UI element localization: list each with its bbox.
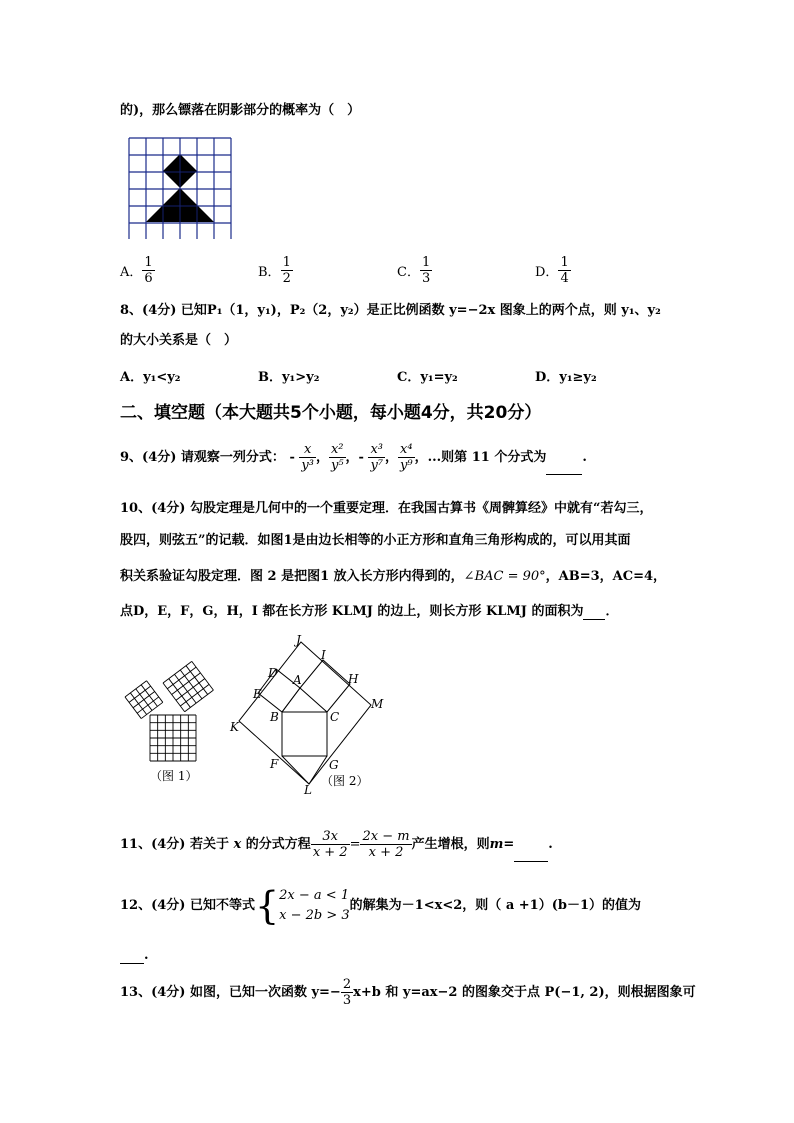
label-d: D [268,666,278,680]
q8-question-line2: 的大小关系是（ ） [120,333,238,348]
label-i: I [321,648,326,662]
q7-question-tail: 的)，那么镖落在阴影部分的概率为（ ） [120,103,361,118]
inequality-system: 2x − a < 1 x − 2b > 3 [279,887,350,923]
square-bc [282,712,327,756]
grid-line [141,702,163,718]
q10-figure-1 [120,655,220,790]
q11-question: 11、(4分) 若关于 x 的分式方程 $\frac{3x}{x + 2}$ = $\frac{2x - m}{x + 2}$ 产生增根，则m= . [120,829,553,860]
q8-option-d[interactable]: D．y₁≥y₂ [535,370,597,385]
square-ac [300,660,350,712]
grid-line [125,681,147,697]
label-k: K [230,720,239,734]
q13-question: 13、(4分) 如图，已知一次函数 y=− $\frac{2}{3}$ x+b 和 y=ax−2 的图象交于点 P(−1, 2)，则根据图象可 [120,977,696,1008]
q12-answer-blank[interactable] [120,951,144,964]
q9-fraction-1: $\frac{x}{\text{y³}}$ [301,442,314,473]
label-f: F [270,757,279,771]
label-e: E [253,687,262,701]
q7-option-d[interactable]: D． $\frac{1}{4}$ [535,255,569,286]
figure-1-caption: （图 1） [150,769,198,783]
q9-fraction-4: $\frac{\text{x⁴}}{\text{y⁹}}$ [400,442,413,473]
q10-line4: 点D，E，F，G，H，I 都在长方形 KLMJ 的边上，则长方形 KLMJ 的面积为 ． [120,604,619,619]
q9-question: 9、(4分) 请观察一列分式： - $\frac{x}{\text{y³}}$ ， $\frac{\text{x²}}{\text{y⁵}}$ ，- $\frac{\text{x³}}{\text{y⁷}}$ ， $\frac{\text{x⁴}}{\text{y⁹}}$ ，...则第 11 个分式为 . [120,442,587,473]
q7-option-b[interactable]: B． $\frac{1}{2}$ [258,255,291,286]
q12-answer-line: . [120,948,149,964]
q10-figure-2 [228,632,388,794]
q9-answer-blank[interactable] [546,462,582,475]
q12-question: 12、(4分) 已知不等式{ 2x − a < 1 x − 2b > 3 的解集为－1<x<2，则（ a +1）(b－1）的值为 [120,883,641,928]
q7-option-c[interactable]: C． $\frac{1}{3}$ [397,255,431,286]
rectangle-klmj [239,642,371,784]
system-brace: { [254,883,280,928]
q8-question-line1: 8、(4分) 已知P₁（1，y₁)，P₂（2，y₂）是正比例函数 y=−2x 图象上的两个点，则 y₁、y₂ [120,303,661,318]
q10-line1: 10、(4分) 勾股定理是几何中的一个重要定理．在我国古算书《周髀算经》中就有“若勾三， [120,501,653,516]
label-j: J [296,633,301,647]
label-g: G [329,758,339,772]
q10-line2: 股四，则弦五”的记载．如图1是由边长相等的小正方形和直角三角形构成的，可以用其面 [120,533,631,548]
q9-fraction-3: $\frac{\text{x³}}{\text{y⁷}}$ [370,442,384,473]
q13-fraction: $\frac{2}{3}$ [342,977,352,1008]
figure-2-caption: （图 2） [321,774,369,788]
q8-option-c[interactable]: C．y₁=y₂ [397,370,458,385]
angle-bac: ∠BAC = 90° [463,569,546,584]
left-gridded-square [125,681,163,719]
section-heading: 二、填空题（本大题共5个小题，每小题4分，共20分） [120,403,542,423]
grid-line [136,689,152,711]
label-c: C [330,710,340,724]
grid-line [125,697,141,719]
q7-grid-figure [128,137,232,239]
label-b: B [270,710,279,724]
q8-option-b[interactable]: B．y₁>y₂ [258,370,320,385]
grid-line [141,685,157,707]
q8-option-a[interactable]: A．y₁<y₂ [120,370,181,385]
q11-answer-blank[interactable] [514,849,548,862]
label-l: L [304,783,312,794]
q10-answer-blank[interactable] [583,607,605,620]
label-h: H [348,672,359,686]
q7-option-a[interactable]: A． $\frac{1}{6}$ [120,255,153,286]
label-m: M [371,697,384,711]
grid-lines-over [129,138,231,239]
label-a: A [293,673,302,687]
q11-rhs-fraction: $\frac{2x - m}{x + 2}$ [362,829,410,860]
right-gridded-square [163,661,213,711]
grid-line [147,681,163,703]
q11-lhs-fraction: $\frac{3x}{x + 2}$ [312,829,348,860]
q10-line3: 积关系验证勾股定理．图 2 是把图1 放入长方形内得到的，∠BAC = 90°，AB=3，AC=4， [120,569,667,584]
grid-line [137,697,159,713]
q9-fraction-2: $\frac{\text{x²}}{\text{y⁵}}$ [330,442,344,473]
large-gridded-square [150,715,196,761]
